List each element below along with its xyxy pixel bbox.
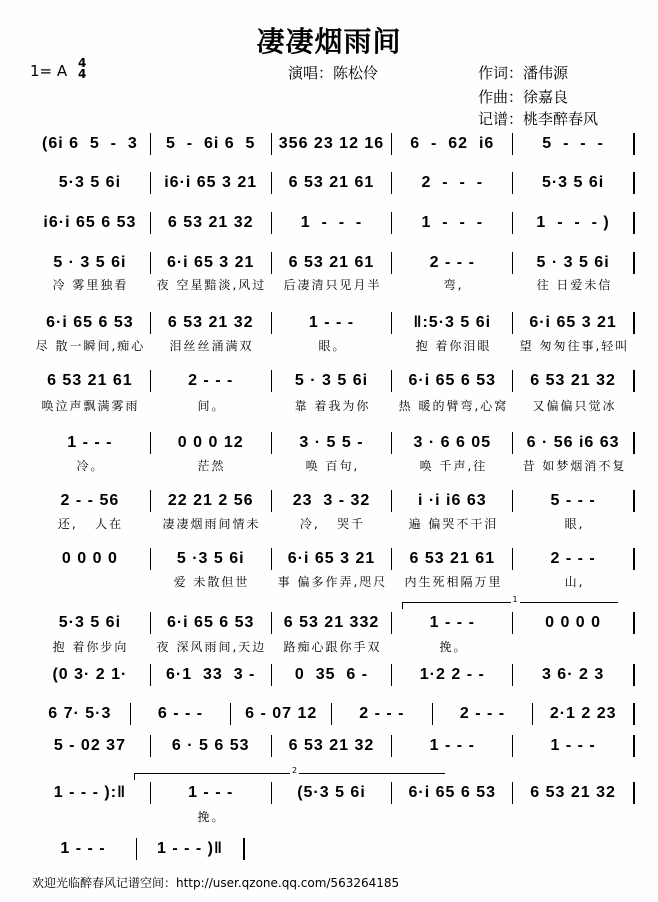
time-top: 4	[78, 56, 87, 70]
measure: 6 53 21 32	[513, 370, 635, 392]
lyric-segment: 昔 如梦烟消不复	[522, 459, 627, 473]
measure: 6·i 65 3 21	[151, 252, 272, 274]
lyric-segment: 唤泣声飘满雾雨	[41, 399, 140, 413]
measure: 5 - 6i 6 5	[151, 133, 272, 155]
measure: 6 · 5 6 53	[151, 735, 272, 757]
measure: 2 - - -	[151, 370, 272, 392]
notation-row	[30, 838, 245, 860]
measure: 6 - 07 12	[231, 703, 332, 725]
lyric-segment	[272, 808, 393, 824]
lyric-segment	[393, 808, 514, 824]
measure: 5·3 5 6i	[30, 612, 151, 634]
measure: i6·i 65 3 21	[151, 172, 272, 194]
composer: 作曲：徐嘉良	[478, 88, 569, 106]
notation-row	[30, 172, 635, 194]
measure: 5 · 3 5 6i	[30, 252, 151, 274]
measure: 5 - - -	[513, 133, 635, 155]
lyric-segment: 冷 雾里独看	[52, 278, 129, 292]
lyric-segment: 抱 着你泪眼	[415, 339, 492, 353]
singer: 演唱：陈松伶	[288, 64, 379, 82]
lyrics-row	[30, 515, 635, 531]
measure: 6·i 65 3 21	[272, 548, 393, 570]
measure: 1 - - -	[30, 838, 137, 860]
measure: 1 - - -	[272, 312, 393, 334]
measure: 6 53 21 332	[272, 612, 393, 634]
notation-row	[30, 370, 635, 392]
measure: 2 - - -	[392, 252, 513, 274]
lyric-segment: 夜 深风雨间,天边	[156, 640, 267, 654]
notation-row	[30, 432, 635, 454]
measure: 6·i 65 3 21	[513, 312, 635, 334]
measure: 6 · 56 i6 63	[513, 432, 635, 454]
measure: i ·i i6 63	[392, 490, 513, 512]
volta-1-label: 1	[512, 595, 518, 604]
measure: 6·i 65 6 53	[392, 370, 513, 392]
measure: 6 53 21 32	[272, 735, 393, 757]
measure: (5·3 5 6i	[272, 782, 393, 804]
notation-row	[30, 548, 635, 570]
measure: 6 53 21 61	[272, 172, 393, 194]
measure: 1 - - -	[392, 735, 513, 757]
measure: 5 - - -	[513, 490, 635, 512]
measure: 6 53 21 61	[30, 370, 151, 392]
measure: 6·1 33 3 -	[151, 664, 272, 686]
measure: 2 - - -	[513, 548, 635, 570]
lyric-segment	[514, 808, 635, 824]
measure: 6 53 21 61	[272, 252, 393, 274]
lyric-segment: 还, 人在	[57, 517, 124, 531]
measure: 22 21 2 56	[151, 490, 272, 512]
measure: 1 - - - )‖	[137, 838, 245, 860]
notation-row	[30, 252, 635, 274]
measure: 6 - 62 i6	[392, 133, 513, 155]
measure: 5·3 5 6i	[513, 172, 635, 194]
measure: 6·i 65 6 53	[392, 782, 513, 804]
lyrics-row	[30, 337, 635, 353]
measure: 5 ·3 5 6i	[151, 548, 272, 570]
lyric-segment: 望 匆匆往事,轻叫	[519, 339, 630, 353]
lyrics-row	[30, 276, 635, 292]
measure: 5·3 5 6i	[30, 172, 151, 194]
measure: 2 - - -	[332, 703, 433, 725]
lyric-segment: 眼,	[564, 517, 585, 531]
lyric-segment: 往 日爱未信	[536, 278, 613, 292]
footer-note: 欢迎光临醉春风记谱空间：http://user.qzone.qq.com/563264185	[32, 876, 400, 890]
measure: 1 - - -	[30, 432, 151, 454]
lyric-segment: 唤 百句,	[305, 459, 360, 473]
measure: 1 - - -	[151, 782, 272, 804]
measure: 1 - - - ):‖	[30, 782, 151, 804]
lyric-segment: 弯,	[443, 278, 464, 292]
lyrics-row	[30, 457, 635, 473]
time-bottom: 4	[78, 67, 87, 81]
lyric-segment	[30, 573, 151, 589]
time-signature	[78, 58, 86, 80]
lyric-segment: 事 偏多作弄,咫尺	[277, 575, 388, 589]
measure: ‖:5·3 5 6i	[392, 312, 513, 334]
lyric-segment: 尽 散一瞬间,痴心	[35, 339, 146, 353]
lyric-segment: 遍 偏哭不干泪	[408, 517, 499, 531]
lyric-segment: 靠 着我为你	[294, 399, 371, 413]
measure: 2 - - 56	[30, 490, 151, 512]
measure: 3 · 5 5 -	[272, 432, 393, 454]
lyric-segment: 爱 未散但世	[173, 575, 250, 589]
measure: 3 · 6 6 05	[392, 432, 513, 454]
volta-2	[134, 766, 445, 780]
lyric-segment	[30, 808, 151, 824]
lyric-segment: 夜 空星黯淡,风过	[156, 278, 267, 292]
measure: 6·i 65 6 53	[30, 312, 151, 334]
measure: 1 - - -	[272, 212, 393, 234]
lyric-segment: 挽。	[439, 640, 468, 654]
volta-2-label: 2	[292, 766, 298, 775]
measure: 6 53 21 61	[392, 548, 513, 570]
measure: (0 3· 2 1·	[30, 664, 151, 686]
measure: 6 53 21 32	[151, 212, 272, 234]
notation-row	[30, 612, 635, 634]
measure: 356 23 12 16	[272, 133, 393, 155]
lyric-segment: 后凄清只见月半	[283, 278, 382, 292]
measure: 1 - - -	[392, 612, 513, 634]
lyrics-row	[30, 638, 635, 654]
notation-row	[30, 782, 635, 804]
measure: 5 - 02 37	[30, 735, 151, 757]
notation-row	[30, 212, 635, 234]
measure: 1 - - -	[392, 212, 513, 234]
measure: 6 7· 5·3	[30, 703, 131, 725]
lyrics-row	[30, 397, 635, 413]
lyric-segment: 茫然	[197, 459, 226, 473]
lyric-segment: 间。	[197, 399, 226, 413]
measure: 5 · 3 5 6i	[513, 252, 635, 274]
volta-1	[402, 595, 618, 609]
lyric-segment: 又偏偏只觉冰	[532, 399, 617, 413]
measure: 2 - - -	[392, 172, 513, 194]
transcriber: 记谱：桃李醉春风	[478, 110, 599, 128]
measure: (6i 6 5 - 3	[30, 133, 151, 155]
lyric-segment: 抱 着你步向	[52, 640, 129, 654]
lyrics-row	[30, 573, 635, 589]
lyric-segment: 眼。	[318, 339, 347, 353]
lyricist: 作词：潘伟源	[478, 64, 569, 82]
lyric-segment: 唤 千声,往	[419, 459, 488, 473]
measure: 1·2 2 - -	[392, 664, 513, 686]
lyric-segment: 挽。	[197, 810, 226, 824]
lyric-segment	[514, 638, 635, 654]
measure: 6 53 21 32	[151, 312, 272, 334]
song-title: 凄凄烟雨间	[256, 25, 402, 58]
lyric-segment: 冷, 哭千	[299, 517, 366, 531]
lyrics-row	[30, 808, 635, 824]
measure: 3 6· 2 3	[513, 664, 635, 686]
measure: 1 - - - )	[513, 212, 635, 234]
notation-row	[30, 133, 635, 155]
measure: 0 0 0 0	[513, 612, 635, 634]
measure: 0 35 6 -	[272, 664, 393, 686]
measure: 5 · 3 5 6i	[272, 370, 393, 392]
lyric-segment: 凄凄烟雨间情未	[162, 517, 261, 531]
measure: 6 53 21 32	[513, 782, 635, 804]
measure: 23 3 - 32	[272, 490, 393, 512]
measure: 1 - - -	[513, 735, 635, 757]
lyric-segment: 内生死相隔万里	[404, 575, 503, 589]
measure: 2 - - -	[433, 703, 534, 725]
measure: 6·i 65 6 53	[151, 612, 272, 634]
measure: 2·1 2 23	[533, 703, 635, 725]
lyric-segment: 泪丝丝涌满双	[169, 339, 254, 353]
notation-row	[30, 664, 635, 686]
measure: i6·i 65 6 53	[30, 212, 151, 234]
lyric-segment: 路痴心跟你手双	[283, 640, 382, 654]
lyric-segment: 热 暖的臂弯,心窝	[398, 399, 509, 413]
key-signature: 1= A	[30, 62, 68, 80]
notation-row	[30, 490, 635, 512]
measure: 0 0 0 0	[30, 548, 151, 570]
measure: 0 0 0 12	[151, 432, 272, 454]
lyric-segment: 山,	[564, 575, 585, 589]
notation-row	[30, 312, 635, 334]
notation-row	[30, 703, 635, 725]
notation-row	[30, 735, 635, 757]
lyric-segment: 冷。	[76, 459, 105, 473]
measure: 6 - - -	[131, 703, 232, 725]
